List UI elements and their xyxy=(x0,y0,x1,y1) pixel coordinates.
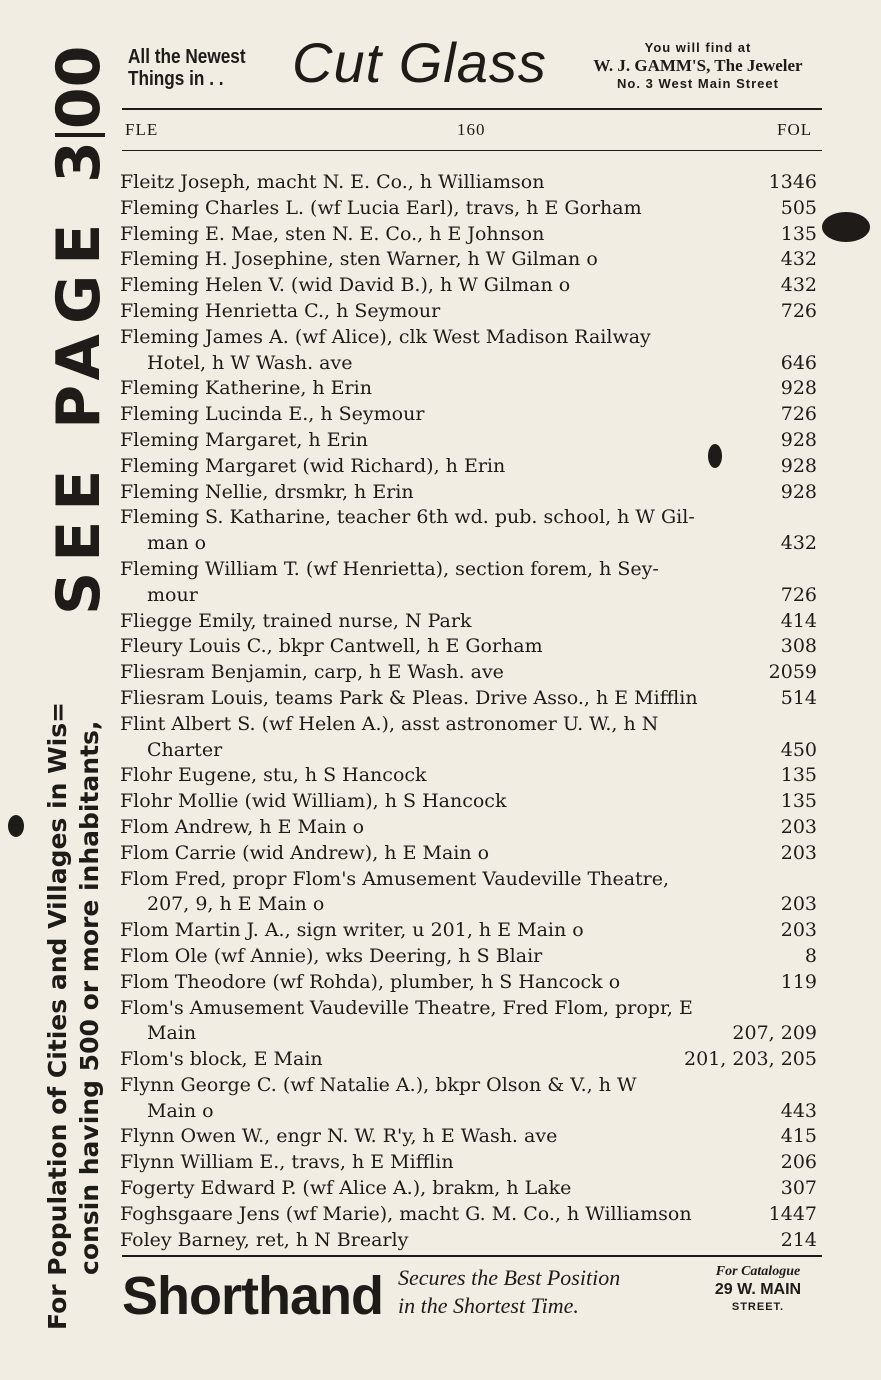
entry-text: Fleming S. Katharine, teacher 6th wd. pub. school, h W Gil- xyxy=(120,506,695,529)
entry-number: 203 xyxy=(780,841,817,864)
entry-text: Fleitz Joseph, macht N. E. Co., h Williamson xyxy=(120,171,545,193)
entry-number: 432 xyxy=(780,532,817,555)
entry-line xyxy=(120,841,817,867)
entry-line xyxy=(120,376,817,402)
entry-text: Flom Ole (wf Annie), wks Deering, h S Blair xyxy=(120,944,543,967)
entry-text: Fogerty Edward P. (wf Alice A.), brakm, h Lake xyxy=(120,1177,572,1200)
footer-rule xyxy=(122,1255,822,1257)
directory-entry xyxy=(120,247,817,273)
entry-line xyxy=(120,970,817,996)
footer-ad-slogan xyxy=(398,1264,620,1320)
entry-number: 1447 xyxy=(768,1202,817,1225)
entry-number: 8 xyxy=(804,944,817,967)
directory-entry xyxy=(120,918,817,944)
entry-line xyxy=(120,1202,817,1228)
entry-text: Flint Albert S. (wf Helen A.), asst astronomer U. W., h N xyxy=(120,712,659,735)
directory-entry xyxy=(120,686,817,712)
directory-entry xyxy=(120,1047,817,1073)
entry-line xyxy=(120,1176,817,1202)
header-rule xyxy=(122,108,822,110)
entry-line xyxy=(120,634,817,660)
entry-text: Fleming Katherine, h Erin xyxy=(120,377,372,400)
directory-entry xyxy=(120,815,817,841)
entry-line xyxy=(120,609,817,635)
directory-entry xyxy=(120,789,817,815)
ink-speck xyxy=(708,444,722,468)
entry-text: Flom's Amusement Vaudeville Theatre, Fred Flom, propr, E xyxy=(120,996,693,1019)
entry-text: Fleming Margaret, h Erin xyxy=(120,428,368,451)
entry-text: Fleming Lucinda E., h Seymour xyxy=(120,403,425,426)
directory-entry xyxy=(120,299,817,325)
directory-entry xyxy=(120,712,817,764)
directory-entry xyxy=(120,196,817,222)
entry-continuation-line xyxy=(120,351,817,377)
entry-number: 203 xyxy=(780,893,817,916)
footer-ad-title: Shorthand xyxy=(122,1266,383,1326)
directory-entry xyxy=(120,1228,817,1254)
directory-entry xyxy=(120,325,817,377)
directory-entry xyxy=(120,1202,817,1228)
entry-text: Flom Martin J. A., sign writer, u 201, h E Main o xyxy=(120,919,584,942)
entry-number: 214 xyxy=(780,1228,817,1251)
entry-number: 928 xyxy=(780,454,817,477)
entry-text: Flynn George C. (wf Natalie A.), bkpr Olson & V., h W xyxy=(120,1073,637,1096)
entry-number: 443 xyxy=(780,1099,817,1122)
entry-number: 505 xyxy=(780,196,817,219)
entry-text: Fleming Helen V. (wid David B.), h W Gilman o xyxy=(120,274,571,297)
entry-number: 201, 203, 205 xyxy=(684,1048,817,1071)
entry-text: Hotel, h W Wash. ave xyxy=(147,351,353,374)
see-page-number-a: 3 xyxy=(44,141,114,183)
entry-text: Flom Fred, propr Flom's Amusement Vaudeville Theatre, xyxy=(120,867,670,890)
entry-line xyxy=(120,763,817,789)
entry-line xyxy=(120,402,817,428)
directory-entry xyxy=(120,634,817,660)
entry-continuation-line xyxy=(120,1099,817,1125)
see-page-text: SEE PAGE xyxy=(44,213,114,615)
directory-entry xyxy=(120,222,817,248)
running-head-right: FOL xyxy=(777,120,813,139)
entry-number: 414 xyxy=(780,609,817,632)
entry-text: Fliesram Benjamin, carp, h E Wash. ave xyxy=(120,661,504,684)
directory-entry xyxy=(120,1150,817,1176)
entry-text: Fleming E. Mae, sten N. E. Co., h E Johnson xyxy=(120,222,545,245)
entry-text: Fleming Henrietta C., h Seymour xyxy=(120,299,441,322)
footer-ad-address-line-3: STREET. xyxy=(731,1301,785,1313)
header-ad-left xyxy=(128,46,274,90)
footer-ad-address-line-2: 29 W. MAIN xyxy=(714,1281,802,1298)
population-margin-line-2: consin having 500 or more inhabitants, xyxy=(75,720,104,1275)
entry-text: Fleming William T. (wf Henrietta), section forem, h Sey- xyxy=(120,557,659,580)
entry-line xyxy=(120,1228,817,1254)
entry-text: Flom Andrew, h E Main o xyxy=(120,815,365,838)
entry-line xyxy=(120,196,817,222)
header-ad-title: Cut Glass xyxy=(292,31,547,94)
directory-entry xyxy=(120,402,817,428)
entry-number: 135 xyxy=(780,222,817,245)
entry-text: Main xyxy=(147,1022,197,1045)
entry-line xyxy=(120,557,817,583)
entry-text: Flynn William E., travs, h E Mifflin xyxy=(120,1151,454,1174)
entry-number: 432 xyxy=(780,248,817,271)
entry-number: 307 xyxy=(780,1177,817,1200)
entry-line xyxy=(120,686,817,712)
entry-text: Flynn Owen W., engr N. W. R'y, h E Wash. ave xyxy=(120,1125,558,1148)
entry-line xyxy=(120,1150,817,1176)
footer-ad-slogan-line-2: in the Shortest Time. xyxy=(398,1293,579,1318)
entry-continuation-line xyxy=(120,583,817,609)
header-ad-right-line-1: You will find at xyxy=(644,40,752,55)
entry-line xyxy=(120,1124,817,1150)
header-ad-right xyxy=(568,40,828,92)
header-ad-left-line-1: All the Newest xyxy=(128,46,246,68)
directory-entry xyxy=(120,944,817,970)
entry-number: 450 xyxy=(780,738,817,761)
see-page-margin-ad xyxy=(44,46,114,615)
entry-line xyxy=(120,273,817,299)
entry-number: 415 xyxy=(780,1125,817,1148)
entry-text: Fleming Nellie, drsmkr, h Erin xyxy=(120,480,414,503)
entry-number: 432 xyxy=(780,274,817,297)
entry-number: 514 xyxy=(780,686,817,709)
entry-line xyxy=(120,247,817,273)
directory-entry xyxy=(120,1124,817,1150)
directory-entry xyxy=(120,170,817,196)
directory-entry xyxy=(120,970,817,996)
entry-number: 206 xyxy=(780,1151,817,1174)
entry-number: 2059 xyxy=(768,661,817,684)
see-page-number-b: 00 xyxy=(44,45,114,130)
entry-text: Flohr Eugene, stu, h S Hancock xyxy=(120,764,427,787)
see-page-divider xyxy=(55,133,105,137)
directory-entry xyxy=(120,376,817,402)
entry-text: Flohr Mollie (wid William), h S Hancock xyxy=(120,790,507,813)
entry-text: mour xyxy=(147,583,198,606)
directory-listings xyxy=(120,170,817,1253)
directory-entry xyxy=(120,660,817,686)
entry-text: Fleming H. Josephine, sten Warner, h W Gilman o xyxy=(120,248,598,271)
entry-line xyxy=(120,480,817,506)
directory-entry xyxy=(120,841,817,867)
ink-blot-left-margin xyxy=(8,815,24,837)
entry-continuation-line xyxy=(120,892,817,918)
entry-number: 308 xyxy=(780,635,817,658)
footer-ad-slogan-line-1: Secures the Best Position xyxy=(398,1265,621,1290)
running-head-rule xyxy=(122,150,822,151)
entry-number: 928 xyxy=(780,428,817,451)
entry-line xyxy=(120,170,817,196)
entry-line xyxy=(120,505,817,531)
ink-blot-right-edge xyxy=(822,212,870,242)
entry-line xyxy=(120,815,817,841)
directory-entry xyxy=(120,996,817,1048)
directory-entry xyxy=(120,1073,817,1125)
entry-text: Fleming James A. (wf Alice), clk West Madison Railway xyxy=(120,325,651,348)
entry-text: Foghsgaare Jens (wf Marie), macht G. M. Co., h Williamson xyxy=(120,1202,692,1225)
entry-text: Charter xyxy=(147,738,223,761)
entry-text: Flom Theodore (wf Rohda), plumber, h S Hancock o xyxy=(120,970,621,993)
directory-entry xyxy=(120,557,817,609)
entry-number: 726 xyxy=(780,583,817,606)
directory-entry xyxy=(120,505,817,557)
entry-text: man o xyxy=(147,532,207,555)
entry-number: 203 xyxy=(780,815,817,838)
entry-number: 119 xyxy=(780,970,817,993)
entry-text: Fliesram Louis, teams Park & Pleas. Drive Asso., h E Mifflin xyxy=(120,686,698,709)
entry-line xyxy=(120,1047,817,1073)
directory-entry xyxy=(120,480,817,506)
running-head-left: FLE xyxy=(125,120,159,139)
entry-line xyxy=(120,944,817,970)
entry-line xyxy=(120,325,817,351)
entry-text: Main o xyxy=(147,1099,214,1122)
entry-line xyxy=(120,789,817,815)
entry-text: Fleury Louis C., bkpr Cantwell, h E Gorham xyxy=(120,635,543,658)
entry-continuation-line xyxy=(120,1021,817,1047)
entry-number: 646 xyxy=(780,351,817,374)
entry-number: 207, 209 xyxy=(732,1022,817,1045)
entry-continuation-line xyxy=(120,738,817,764)
entry-line xyxy=(120,867,817,893)
footer-ad-address xyxy=(690,1263,826,1315)
directory-entry xyxy=(120,273,817,299)
entry-number: 135 xyxy=(780,790,817,813)
entry-line xyxy=(120,1073,817,1099)
entry-number: 203 xyxy=(780,919,817,942)
entry-number: 726 xyxy=(780,299,817,322)
header-ad-right-line-2: W. J. GAMM'S, The Jeweler xyxy=(593,56,803,75)
footer-ad-address-line-1: For Catalogue xyxy=(715,1264,801,1279)
directory-entry xyxy=(120,763,817,789)
entry-text: 207, 9, h E Main o xyxy=(147,893,325,916)
entry-text: Flom Carrie (wid Andrew), h E Main o xyxy=(120,841,490,864)
entry-number: 726 xyxy=(780,403,817,426)
entry-continuation-line xyxy=(120,531,817,557)
entry-text: Fliegge Emily, trained nurse, N Park xyxy=(120,609,472,632)
entry-text: Foley Barney, ret, h N Brearly xyxy=(120,1228,409,1251)
entry-text: Fleming Charles L. (wf Lucia Earl), travs, h E Gorham xyxy=(120,196,642,219)
directory-entry xyxy=(120,867,817,919)
entry-line xyxy=(120,222,817,248)
entry-text: Fleming Margaret (wid Richard), h Erin xyxy=(120,454,506,477)
entry-line xyxy=(120,918,817,944)
entry-text: Flom's block, E Main xyxy=(120,1048,323,1071)
entry-number: 135 xyxy=(780,764,817,787)
entry-number: 1346 xyxy=(768,171,817,193)
directory-entry xyxy=(120,1176,817,1202)
entry-line xyxy=(120,996,817,1022)
entry-number: 928 xyxy=(780,377,817,400)
header-ad-right-line-3: No. 3 West Main Street xyxy=(617,76,779,91)
page-number: 160 xyxy=(457,120,486,139)
entry-line xyxy=(120,660,817,686)
population-margin-line-1: For Population of Cities and Villages in Wis= xyxy=(43,701,72,1330)
entry-line xyxy=(120,712,817,738)
directory-entry xyxy=(120,609,817,635)
header-ad-left-line-2: Things in . . xyxy=(128,68,224,90)
entry-line xyxy=(120,299,817,325)
entry-number: 928 xyxy=(780,480,817,503)
